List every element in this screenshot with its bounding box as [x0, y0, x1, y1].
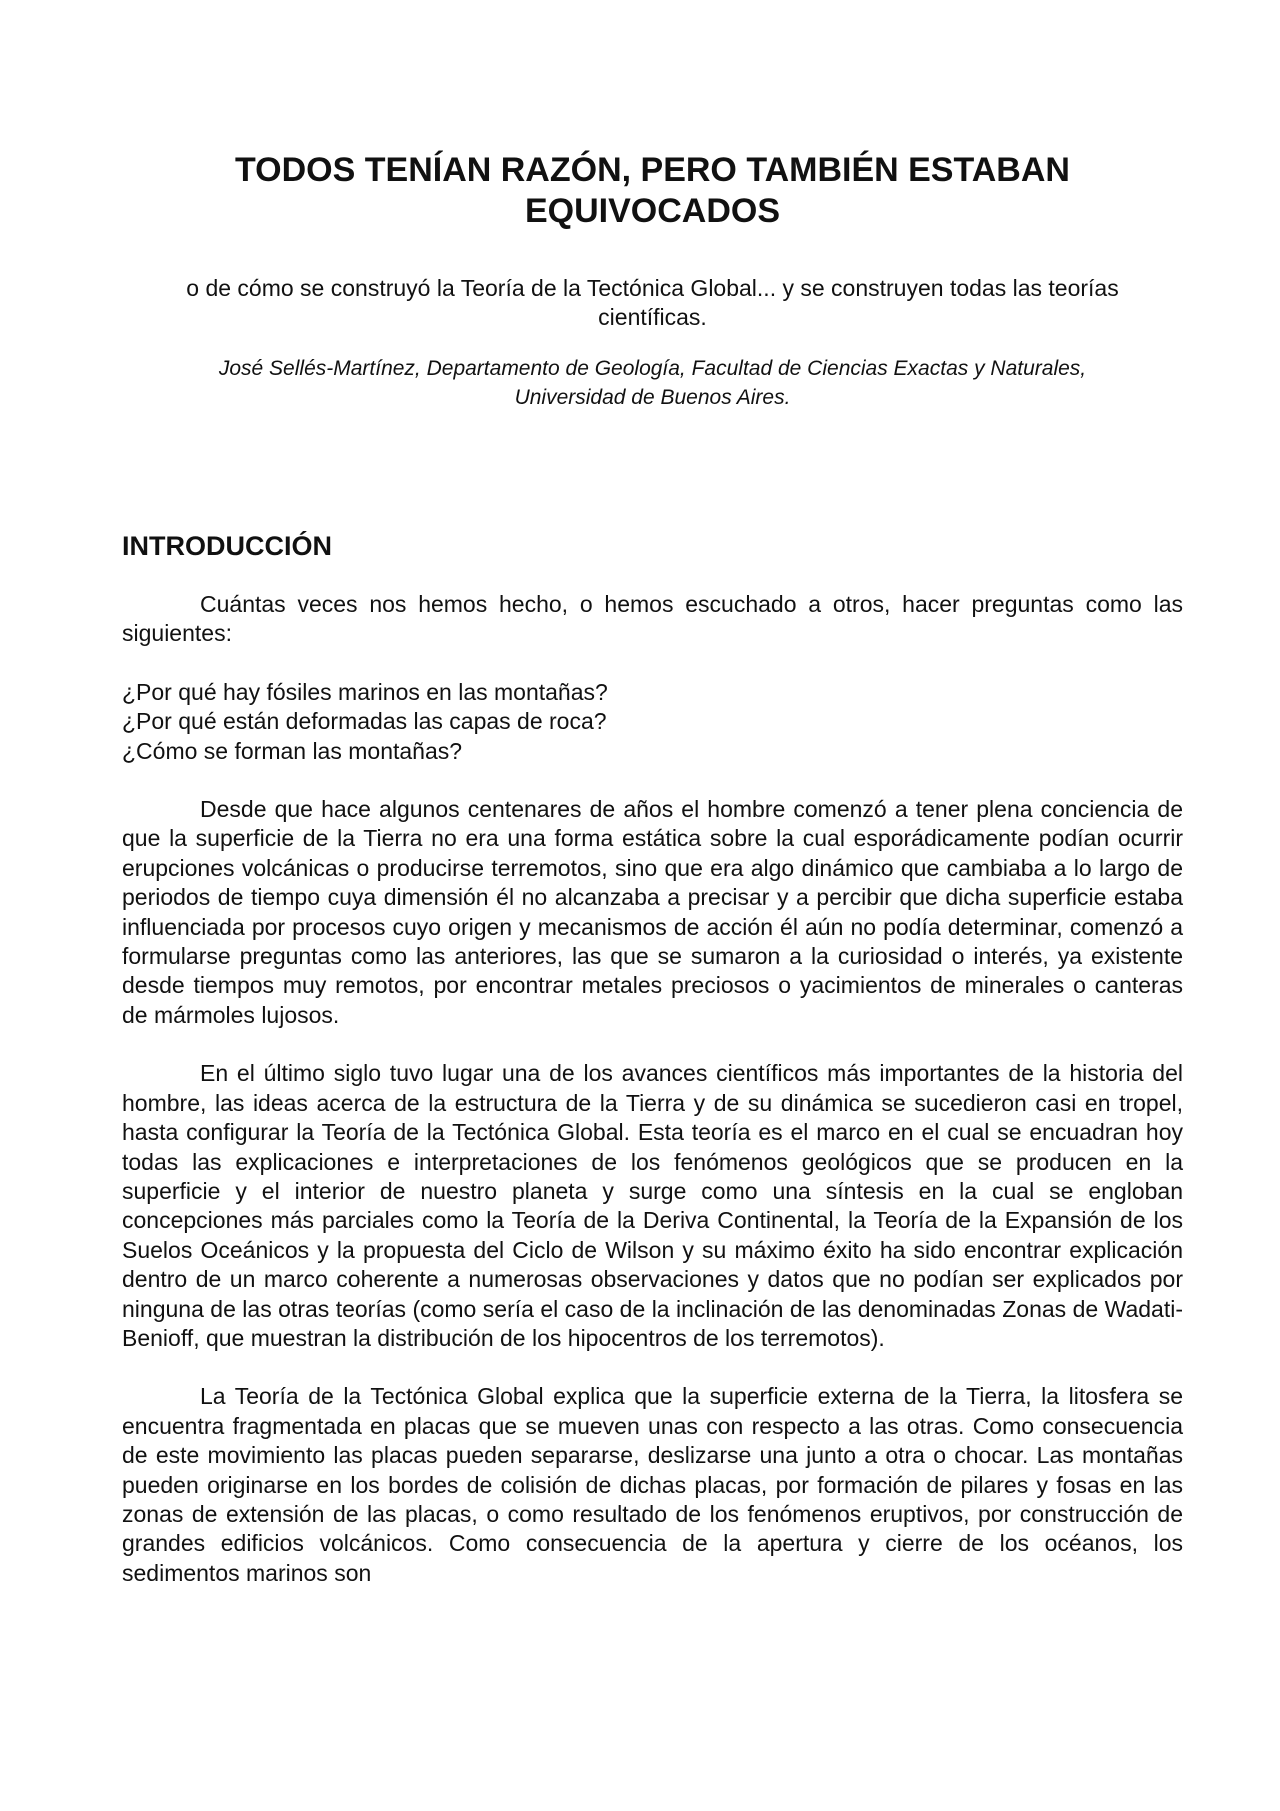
question-item: ¿Por qué están deformadas las capas de roca? — [122, 708, 607, 735]
document-subtitle: o de cómo se construyó la Teoría de la Tectónica Global... y se construyen todas las teorías científicas. — [186, 275, 1119, 330]
body-paragraph: En el último siglo tuvo lugar una de los avances científicos más importantes de la historia del hombre, las ideas acerca de la estructura de la Tierra y de su dinámica se sucedieron casi en tropel, hasta configurar la Teoría de la Tectónica Global. Esta teoría es el marco en el cual se encuadran hoy todas las explicaciones e interpretaciones de los fenómenos geológicos que se producen en la superficie y el interior de nuestro planeta y surge como una síntesis en la cual se engloban concepciones más parciales como la Teoría de la Deriva Continental, la Teoría de la Expansión de los Suelos Oceánicos y la propuesta del Ciclo de Wilson y su máximo éxito ha sido encontrar explicación dentro de un marco coherente a numerosas observaciones y datos que no podían ser explicados por ninguna de las otras teorías (como sería el caso de la inclinación de las denominadas Zonas de Wadati-Benioff, que muestran la distribución de los hipocentros de los terremotos). — [122, 1060, 1183, 1351]
body-paragraph: La Teoría de la Tectónica Global explica que la superficie externa de la Tierra, la litosfera se encuentra fragmentada en placas que se mueven unas con respecto a las otras. Como consecuencia de este movimiento las placas pueden separarse, deslizarse una junto a otra o chocar. Las montañas pueden originarse en los bordes de colisión de dichas placas, por formación de pilares y fosas en las zonas de extensión de las placas, o como resultado de los fenómenos eruptivos, por construcción de grandes edificios volcánicos. Como consecuencia de la apertura y cierre de los océanos, los sedimentos marinos son — [122, 1383, 1183, 1586]
document-title: TODOS TENÍAN RAZÓN, PERO TAMBIÉN ESTABAN EQUIVOCADOS — [235, 151, 1070, 230]
document-page — [122, 150, 1183, 1617]
question-list — [122, 678, 1183, 766]
body-paragraph: Desde que hace algunos centenares de años el hombre comenzó a tener plena conciencia de que la superficie de la Tierra no era una forma estática sobre la cual esporádicamente podían ocurrir erupciones volcánicas o producirse terremotos, sino que era algo dinámico que cambiaba a lo largo de periodos de tiempo cuya dimensión él no alcanzaba a precisar y a percibir que dicha superficie estaba influenciada por procesos cuyo origen y mecanismos de acción él aún no podía determinar, comenzó a formularse preguntas como las anteriores, las que se sumaron a la curiosidad o interés, ya existente desde tiempos muy remotos, por encontrar metales preciosos o yacimientos de minerales o canteras de mármoles lujosos. — [122, 796, 1183, 1028]
author-affiliation: José Sellés-Martínez, Departamento de Geología, Facultad de Ciencias Exactas y Naturales, Universidad de Buenos Aires. — [218, 357, 1087, 409]
question-item: ¿Cómo se forman las montañas? — [122, 737, 463, 764]
section-heading-introduccion: INTRODUCCIÓN — [122, 531, 332, 561]
question-item: ¿Por qué hay fósiles marinos en las montañas? — [122, 678, 608, 705]
intro-paragraph: Cuántas veces nos hemos hecho, o hemos escuchado a otros, hacer preguntas como las siguientes: — [122, 591, 1183, 647]
